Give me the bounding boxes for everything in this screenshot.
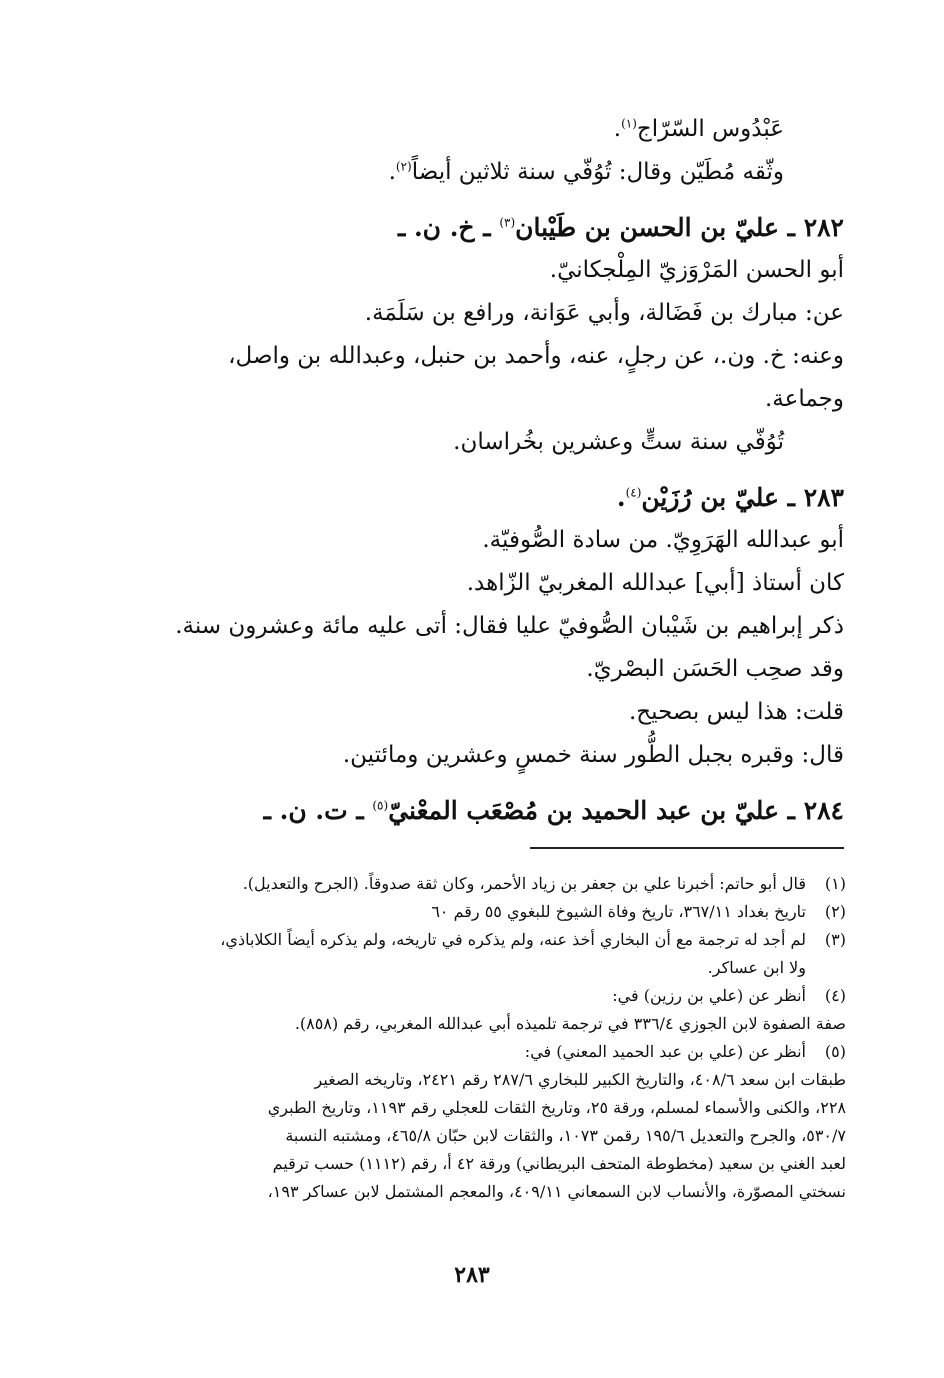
text-line: وقد صحِب الحَسَن البصْريّ. bbox=[586, 656, 844, 682]
footnote-text: لم أجد له ترجمة مع أن البخاري أخذ عنه، ولم يذكره في تاريخه، ولم يذكره أيضاً الكلاباذي، bbox=[220, 930, 806, 949]
footnote-ref: (٤) bbox=[625, 485, 642, 500]
footnote-number: (٣) bbox=[824, 930, 846, 949]
footnote-4 bbox=[130, 982, 846, 1038]
footnote-3 bbox=[130, 926, 846, 982]
footnote-ref: (٥) bbox=[372, 798, 389, 813]
text-line: أبو عبدالله الهَرَوِيّ. من سادة الصُّوفيّة. bbox=[482, 527, 844, 553]
text-line: ذكر إبراهيم بن شَيْبان الصُّوفيّ عليا فقال: أتى عليه مائة وعشرون سنة. bbox=[175, 613, 844, 639]
footnote-text: ٥٣٠/٧، والجرح والتعديل ١٩٥/٦ رقمن ١٠٧٣، والثقات لابن حبّان ٤٦٥/٨، ومشتبه النسبة bbox=[285, 1126, 846, 1145]
entry-heading-282: ٢٨٢ ـ عليّ بن الحسن بن طَيْبان$^{(٣)}$ ـ خ. ن. ـ bbox=[397, 213, 844, 242]
text-line: تُوُفّي سنة ستٍّ وعشرين بخُراسان. bbox=[453, 429, 784, 455]
footnote-ref: (٢) bbox=[395, 159, 412, 174]
text-line: عَبْدُوس السّرّاج$^{(١)}$. bbox=[613, 116, 784, 142]
footnote-number: (٥) bbox=[824, 1042, 846, 1061]
footnote-text: أنظر عن (علي بن عبد الحميد المعني) في: bbox=[524, 1042, 806, 1061]
text-line: كان أستاذ [أبي] عبدالله المغربيّ الزّاهد. bbox=[466, 570, 844, 596]
footnote-text: ولا ابن عساكر. bbox=[707, 958, 806, 977]
page-number: ٢٨٣ bbox=[454, 1262, 490, 1288]
footnote-text: ٢٢٨، والكنى والأسماء لمسلم، ورقة ٢٥، وتاريخ الثقات للعجلي رقم ١١٩٣، وتاريخ الطبري bbox=[267, 1098, 846, 1117]
text-line: قال: وقبره بجبل الطُّور سنة خمسٍ وعشرين ومائتين. bbox=[342, 742, 844, 768]
footnote-text: قال أبو حاتم: أخبرنا علي بن جعفر بن زياد الأحمر، وكان ثقة صدوقاً. (الجرح والتعديل). bbox=[242, 874, 806, 893]
footnotes bbox=[130, 870, 846, 1206]
footnote-text: لعبد الغني بن سعيد (مخطوطة المتحف البريطاني) ورقة ٤٢ أ، رقم (١١١٢) حسب ترقيم bbox=[272, 1154, 846, 1173]
footnote-ref: (٣) bbox=[499, 215, 516, 230]
footnote-separator bbox=[530, 847, 844, 849]
text-line: وجماعة. bbox=[765, 386, 844, 412]
footnote-2 bbox=[130, 898, 846, 926]
footnote-text: نسختي المصوّرة، والأنساب لابن السمعاني ٤٠٩/١١، والمعجم المشتمل لابن عساكر ١٩٣، bbox=[267, 1182, 846, 1201]
text-line: وثّقه مُطَيّن وقال: تُوُفّي سنة ثلاثين أيضاً$^{(٢)}$. bbox=[388, 159, 784, 185]
text-line: وعنه: خ. ون.، عن رجلٍ، عنه، وأحمد بن حنبل، وعبدالله بن واصل، bbox=[228, 343, 844, 369]
footnote-text: أنظر عن (علي بن رزين) في: bbox=[612, 986, 806, 1005]
footnote-number: (١) bbox=[824, 874, 846, 893]
footnote-text: صفة الصفوة لابن الجوزي ٣٣٦/٤ في ترجمة تلميذه أبي عبدالله المغربي، رقم (٨٥٨). bbox=[294, 1014, 846, 1033]
footnote-1 bbox=[130, 870, 846, 898]
footnote-number: (٤) bbox=[824, 986, 846, 1005]
main-text bbox=[128, 108, 844, 832]
footnote-ref: (١) bbox=[621, 116, 637, 131]
entry-heading-283: ٢٨٣ ـ عليّ بن رُزَيْن$^{(٤)}$. bbox=[616, 483, 844, 512]
text-line: عن: مبارك بن فَضَالة، وأبي عَوَانة، ورافع بن سَلَمَة. bbox=[364, 300, 844, 326]
footnote-number: (٢) bbox=[824, 902, 846, 921]
entry-heading-284: ٢٨٤ ـ عليّ بن عبد الحميد بن مُصْعَب المعْنيّ$^{(٥)}$ ـ ت. ن. ـ bbox=[263, 796, 844, 825]
footnote-5 bbox=[130, 1038, 846, 1206]
text-line: قلت: هذا ليس بصحيح. bbox=[628, 699, 844, 725]
footnote-text: تاريخ بغداد ٣٦٧/١١، تاريخ وفاة الشيوخ للبغوي ٥٥ رقم ٦٠ bbox=[431, 902, 806, 921]
footnote-text: طبقات ابن سعد ٤٠٨/٦، والتاريخ الكبير للبخاري ٢٨٧/٦ رقم ٢٤٢١، وتاريخه الصغير bbox=[314, 1070, 846, 1089]
text-line: أبو الحسن المَرْوَزيّ المِلْجكانيّ. bbox=[549, 257, 844, 283]
